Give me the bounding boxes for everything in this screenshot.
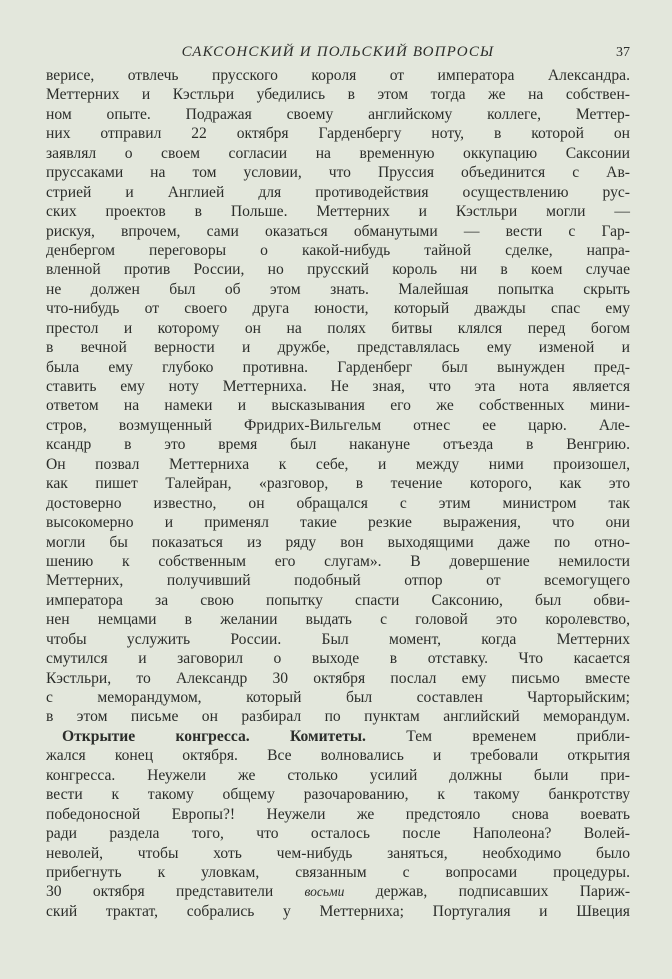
section-heading: Открытие конгресса. Комитеты. bbox=[62, 727, 366, 745]
text-line: высокомерно и применял такие резкие выражения, что они bbox=[46, 514, 630, 532]
running-header bbox=[46, 44, 630, 66]
text-line: вленной против России, но прусский король ни в коем случае bbox=[46, 261, 630, 279]
text-span: Тем временем прибли- bbox=[406, 727, 631, 745]
text-line: неволей, чтобы хоть чем-нибудь заняться, необходимо было bbox=[46, 844, 630, 862]
text-line: ради раздела того, что осталось после Наполеона? Волей- bbox=[46, 825, 630, 843]
text-line: стров, возмущенный Фридрих-Вильгельм отнес ее царю. Але- bbox=[46, 416, 630, 434]
paragraph bbox=[46, 66, 630, 727]
text-line: вести к такому общему разочарованию, к такому банкротству bbox=[46, 786, 630, 804]
text-line: денбергом переговоры о какой-нибудь тайной сделке, напра- bbox=[46, 241, 630, 259]
text-span: 30 октября представители bbox=[46, 883, 274, 901]
text-line: ксандр в это время был накануне отъезда в Венгрию. bbox=[46, 436, 630, 454]
paragraph bbox=[46, 746, 630, 882]
text-line: нен немцами в желании выдать с головой это королевство, bbox=[46, 611, 630, 629]
text-line: императора за свою попытку спасти Саксонию, был обви- bbox=[46, 591, 630, 609]
text-line bbox=[46, 727, 630, 746]
text-line: не должен был об этом знать. Малейшая попытка скрыть bbox=[46, 280, 630, 298]
text-line: шению к собственным его слугам». В довершение немилости bbox=[46, 552, 630, 570]
text-line: пруссаками на том условии, что Пруссия объединится с Ав- bbox=[46, 164, 630, 182]
page-number: 37 bbox=[616, 45, 630, 60]
text-line: в этом письме он разбирал по пунктам английский меморандум. bbox=[46, 708, 630, 726]
text-line: прибегнуть к уловкам, связанным с вопросами процедуры. bbox=[46, 863, 630, 881]
text-line: смутился и заговорил о выходе в отставку. Что касается bbox=[46, 650, 630, 668]
text-line: верисе, отвлечь прусского короля от императора Александра. bbox=[46, 67, 630, 84]
text-line: Меттерних, получивший подобный отпор от всемогущего bbox=[46, 572, 630, 590]
text-line bbox=[46, 882, 630, 901]
text-line: престол и которому он на полях битвы клялся перед богом bbox=[46, 319, 630, 337]
text-line: рискуя, впрочем, сами оказаться обманутыми — вести с Гар- bbox=[46, 222, 630, 240]
text-line: в вечной верности и дружбе, представлялась ему изменой и bbox=[46, 339, 630, 357]
text-line: ответом на намеки и высказывания его же собственных мини- bbox=[46, 397, 630, 415]
text-line: жался конец октября. Все волновались и требовали открытия bbox=[46, 747, 630, 765]
text-line: Он позвал Меттерниха к себе, и между ними произошел, bbox=[46, 455, 630, 473]
text-line: заявлял о своем согласии на временную оккупацию Саксонии bbox=[46, 144, 630, 162]
text-line: чтобы услужить России. Был момент, когда Меттерних bbox=[46, 630, 630, 648]
text-line: Меттерних и Кэстльри убедились в этом тогда же на собствен- bbox=[46, 86, 630, 104]
text-span: держав, подписавших Париж- bbox=[375, 883, 631, 901]
italic-emphasis: восьми bbox=[304, 884, 345, 900]
text-line: них отправил 22 октября Гарденбергу ноту, в которой он bbox=[46, 125, 630, 143]
text-line: могли бы показаться из ряду вон выходящими даже по отно- bbox=[46, 533, 630, 551]
text-line: Кэстльри, то Александр 30 октября послал ему письмо вместе bbox=[46, 669, 630, 687]
text-line: стрией и Англией для противодействия осуществлению рус- bbox=[46, 183, 630, 201]
text-line: что-нибудь от своего друга юности, который дважды спас ему bbox=[46, 300, 630, 318]
text-line: была ему глубоко противна. Гарденберг был вынужден пред- bbox=[46, 358, 630, 376]
text-line: достоверно известно, он обращался с этим министром так bbox=[46, 494, 630, 512]
text-line: ставить ему ноту Меттерниха. Не зная, что эта нота является bbox=[46, 378, 630, 395]
body-text bbox=[46, 66, 630, 921]
text-line: победоносной Европы?! Неужели же предстояло снова воевать bbox=[46, 805, 630, 823]
text-line: с меморандумом, который был составлен Чарторыйским; bbox=[46, 689, 630, 706]
text-line: как пишет Талейран, «разговор, в течение которого, как это bbox=[46, 475, 630, 493]
text-line: конгресса. Неужели же столько усилий должны были при- bbox=[46, 766, 630, 784]
text-line: ских проектов в Польше. Меттерних и Кэстльри могли — bbox=[46, 203, 630, 221]
text-line: ном опыте. Подражая своему английскому коллеге, Меттер- bbox=[46, 105, 630, 123]
running-title: САКСОНСКИЙ И ПОЛЬСКИЙ ВОПРОСЫ bbox=[181, 44, 495, 60]
text-line: ский трактат, собрались у Меттерниха; Португалия и Швеция bbox=[46, 902, 630, 920]
